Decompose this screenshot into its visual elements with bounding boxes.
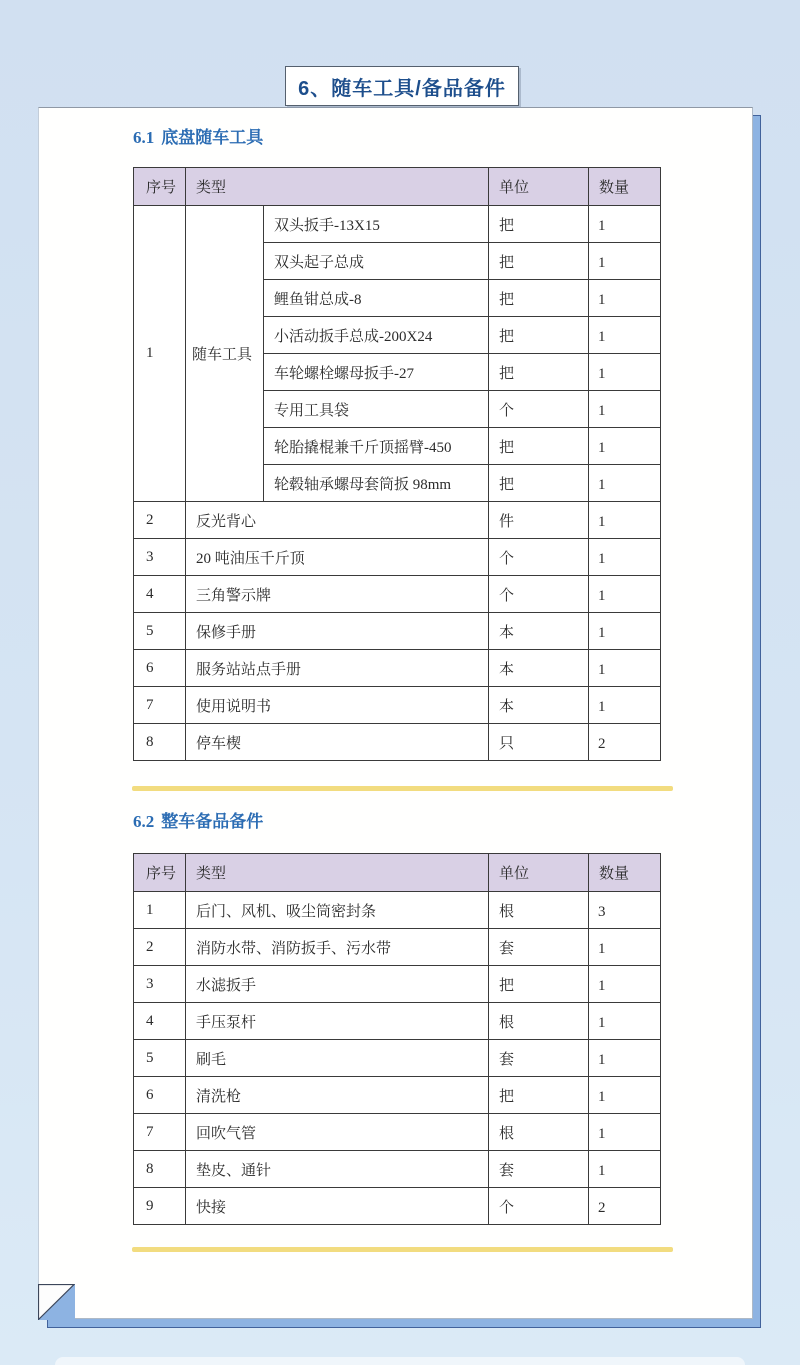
cell-qty: 1 <box>589 966 661 1003</box>
cell-unit: 把 <box>489 966 589 1003</box>
section-divider <box>132 1247 673 1252</box>
cell-qty: 1 <box>589 687 661 724</box>
cell-index: 6 <box>134 650 186 687</box>
cell-type: 服务站站点手册 <box>186 650 489 687</box>
col-header-type: 类型 <box>186 854 489 892</box>
cell-type: 小活动扳手总成-200X24 <box>264 317 489 354</box>
cell-unit: 个 <box>489 539 589 576</box>
cell-unit: 把 <box>489 243 589 280</box>
cell-unit: 个 <box>489 391 589 428</box>
cell-qty: 1 <box>589 317 661 354</box>
cell-unit: 套 <box>489 929 589 966</box>
cell-unit: 把 <box>489 354 589 391</box>
cell-type: 三角警示牌 <box>186 576 489 613</box>
cell-qty: 1 <box>589 576 661 613</box>
cell-type: 停车楔 <box>186 724 489 761</box>
cell-type: 双头起子总成 <box>264 243 489 280</box>
cell-index: 8 <box>134 1151 186 1188</box>
cell-qty: 1 <box>589 1003 661 1040</box>
cell-category: 随车工具 <box>186 206 264 502</box>
table-row <box>134 724 661 761</box>
cell-unit: 只 <box>489 724 589 761</box>
cell-index: 4 <box>134 576 186 613</box>
cell-qty: 1 <box>589 502 661 539</box>
cell-unit: 根 <box>489 892 589 929</box>
table-row <box>134 966 661 1003</box>
cell-type: 保修手册 <box>186 613 489 650</box>
cell-unit: 本 <box>489 687 589 724</box>
table-row <box>134 206 661 243</box>
cell-qty: 1 <box>589 354 661 391</box>
cell-index: 1 <box>134 206 186 502</box>
table-row <box>134 1040 661 1077</box>
cell-type: 手压泵杆 <box>186 1003 489 1040</box>
cell-qty: 1 <box>589 929 661 966</box>
cell-type: 清洗枪 <box>186 1077 489 1114</box>
table-row <box>134 1151 661 1188</box>
cell-index: 8 <box>134 724 186 761</box>
cell-unit: 个 <box>489 576 589 613</box>
table-row <box>134 1003 661 1040</box>
table-row <box>134 929 661 966</box>
cell-unit: 套 <box>489 1040 589 1077</box>
cell-index: 5 <box>134 1040 186 1077</box>
table-row <box>134 650 661 687</box>
chapter-title: 6、随车工具/备品备件 <box>298 77 506 100</box>
cell-type: 鲤鱼钳总成-8 <box>264 280 489 317</box>
cell-unit: 套 <box>489 1151 589 1188</box>
cell-unit: 把 <box>489 428 589 465</box>
cell-unit: 把 <box>489 206 589 243</box>
table-row <box>134 1114 661 1151</box>
cell-qty: 1 <box>589 243 661 280</box>
section-heading-6-2 <box>133 811 263 833</box>
cell-qty: 3 <box>589 892 661 929</box>
cell-type: 快接 <box>186 1188 489 1225</box>
cell-type: 专用工具袋 <box>264 391 489 428</box>
col-header-type: 类型 <box>186 168 489 206</box>
cell-type: 车轮螺栓螺母扳手-27 <box>264 354 489 391</box>
cell-unit: 个 <box>489 1188 589 1225</box>
section-number: 6.1 <box>133 128 155 147</box>
table-row <box>134 502 661 539</box>
cell-type: 回吹气管 <box>186 1114 489 1151</box>
cell-qty: 1 <box>589 1114 661 1151</box>
col-header-unit: 单位 <box>489 168 589 206</box>
cell-index: 3 <box>134 966 186 1003</box>
spare-parts-table <box>133 853 661 1225</box>
cell-index: 9 <box>134 1188 186 1225</box>
next-page-strip <box>55 1357 745 1365</box>
cell-unit: 把 <box>489 317 589 354</box>
cell-qty: 1 <box>589 539 661 576</box>
cell-qty: 1 <box>589 280 661 317</box>
cell-type: 轮毂轴承螺母套筒扳 98mm <box>264 465 489 502</box>
cell-unit: 把 <box>489 1077 589 1114</box>
cell-qty: 1 <box>589 206 661 243</box>
cell-qty: 1 <box>589 428 661 465</box>
cell-qty: 2 <box>589 724 661 761</box>
cell-unit: 本 <box>489 650 589 687</box>
col-header-index: 序号 <box>134 168 186 206</box>
cell-qty: 1 <box>589 1077 661 1114</box>
cell-index: 7 <box>134 687 186 724</box>
cell-qty: 1 <box>589 391 661 428</box>
table-row <box>134 892 661 929</box>
col-header-qty: 数量 <box>589 854 661 892</box>
cell-type: 双头扳手-13X15 <box>264 206 489 243</box>
cell-type: 消防水带、消防扳手、污水带 <box>186 929 489 966</box>
table-row <box>134 576 661 613</box>
chapter-title-box <box>285 66 519 106</box>
cell-qty: 1 <box>589 1151 661 1188</box>
table-row <box>134 1188 661 1225</box>
cell-qty: 1 <box>589 650 661 687</box>
section-divider <box>132 786 673 791</box>
cell-type: 垫皮、通针 <box>186 1151 489 1188</box>
cell-type: 反光背心 <box>186 502 489 539</box>
cell-index: 4 <box>134 1003 186 1040</box>
cell-index: 1 <box>134 892 186 929</box>
section-heading-6-1 <box>133 127 263 149</box>
cell-type: 刷毛 <box>186 1040 489 1077</box>
cell-unit: 本 <box>489 613 589 650</box>
cell-index: 5 <box>134 613 186 650</box>
cell-unit: 把 <box>489 280 589 317</box>
cell-index: 6 <box>134 1077 186 1114</box>
cell-qty: 1 <box>589 1040 661 1077</box>
table-row <box>134 687 661 724</box>
cell-unit: 根 <box>489 1114 589 1151</box>
cell-index: 2 <box>134 502 186 539</box>
section-title: 整车备品备件 <box>161 812 264 831</box>
table-header-row <box>134 168 661 206</box>
cell-index: 2 <box>134 929 186 966</box>
cell-index: 7 <box>134 1114 186 1151</box>
col-header-unit: 单位 <box>489 854 589 892</box>
cell-type: 水滤扳手 <box>186 966 489 1003</box>
cell-qty: 2 <box>589 1188 661 1225</box>
section-number: 6.2 <box>133 812 155 831</box>
cell-qty: 1 <box>589 465 661 502</box>
table-row <box>134 1077 661 1114</box>
cell-type: 20 吨油压千斤顶 <box>186 539 489 576</box>
table-row <box>134 613 661 650</box>
cell-unit: 根 <box>489 1003 589 1040</box>
page-fold-corner-icon <box>38 1284 75 1320</box>
section-title: 底盘随车工具 <box>161 128 264 147</box>
cell-type: 后门、风机、吸尘筒密封条 <box>186 892 489 929</box>
col-header-qty: 数量 <box>589 168 661 206</box>
cell-unit: 把 <box>489 465 589 502</box>
cell-qty: 1 <box>589 613 661 650</box>
cell-type: 使用说明书 <box>186 687 489 724</box>
cell-index: 3 <box>134 539 186 576</box>
table-row <box>134 539 661 576</box>
cell-unit: 件 <box>489 502 589 539</box>
cell-type: 轮胎撬棍兼千斤顶摇臂-450 <box>264 428 489 465</box>
col-header-index: 序号 <box>134 854 186 892</box>
table-header-row <box>134 854 661 892</box>
chassis-tools-table <box>133 167 661 761</box>
